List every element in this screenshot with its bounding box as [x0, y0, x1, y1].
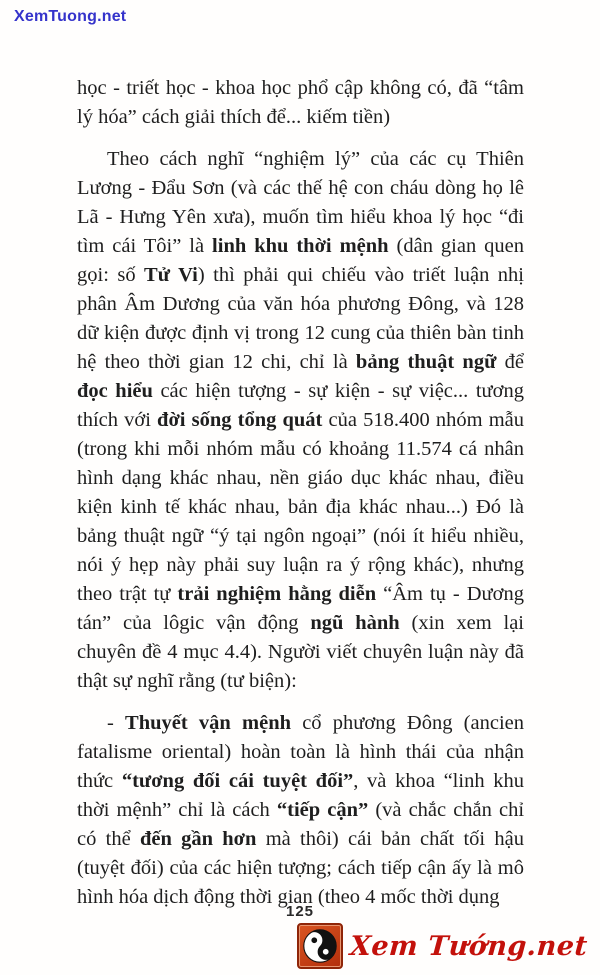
paragraph [77, 145, 524, 696]
text-segment: đọc hiểu [77, 380, 153, 402]
text-segment: mà thôi) cái bản chất tối hậu (tuyệt đối) của các hiện tượng; cách tiếp cận ấy là mô hình hóa dịch động thời gian (theo 4 mốc thời dụng [77, 828, 524, 908]
text-segment: của 518.400 nhóm mẫu (trong khi mỗi nhóm mẫu có khoảng 11.574 cá nhân hình dạng khác nhau, nền giáo dục khác nhau, điều kiện kinh tế khác nhau, bản địa khác nhau...) Đó là bảng thuật ngữ “ý tại ngôn ngoại” (nói ít hiểu nhiều, nói ý hẹp này phải suy luận ra ý rộng khác), nhưng theo trật tự [77, 409, 524, 605]
text-segment: bảng thuật ngữ [355, 351, 497, 373]
text-segment: trải nghiệm hằng diễn [177, 583, 377, 605]
body-text-column [77, 74, 524, 925]
paragraph [77, 709, 524, 912]
text-segment: ) thì phải qui chiếu vào triết luận nhị phân Âm Dương của văn hóa phương Đông, và 128 dữ kiện được định vị trong 12 cung của thiên bàn tinh hệ theo thời gian 12 chi, chỉ là [77, 264, 524, 373]
text-segment: Theo cách nghĩ “nghiệm lý” của các cụ Thiên Lương - Đẩu Sơn (và các thế hệ con cháu dòng họ lê Lã - Hưng Yên xưa), muốn tìm hiểu khoa lý học “đi tìm cái Tôi” là [77, 148, 524, 257]
text-segment: cổ phương Đông (ancien fatalisme oriental) hoàn toàn là hình thái của nhận thức [77, 712, 525, 792]
text-segment: “tiếp cận” [276, 799, 369, 821]
watermark-xemtuong: XemTuong.net [14, 8, 127, 25]
text-segment: “Âm tụ - Dương tán” của lôgic vận động [77, 583, 524, 634]
paragraph [77, 74, 524, 132]
text-segment: học - triết học - khoa học phổ cập không có, đã “tâm lý hóa” cách giải thích để... kiếm tiền) [77, 77, 524, 128]
text-segment: để [496, 351, 524, 373]
text-segment: , và khoa “linh khu thời mệnh” chỉ là cách [77, 770, 524, 821]
text-segment: các hiện tượng - sự kiện - sự việc... tương thích với [77, 380, 524, 431]
text-segment: “tương đối cái tuyệt đối” [121, 770, 354, 792]
text-segment: (dân gian quen gọi: số [77, 235, 524, 286]
page-number: 125 [285, 903, 315, 920]
site-logo [297, 923, 588, 969]
text-segment: Thuyết vận mệnh [125, 712, 291, 734]
site-logo-text: Xem Tướng.net [349, 930, 590, 962]
yin-yang-icon [297, 923, 343, 969]
text-segment: (và chắc chắn chỉ có thể [77, 799, 525, 850]
text-segment: đời sống tổng quát [157, 409, 323, 431]
text-segment: - [107, 712, 126, 734]
text-segment: đến gần hơn [139, 828, 257, 850]
text-segment: linh khu thời mệnh [212, 235, 389, 257]
text-segment: (xin xem lại chuyên đề 4 mục 4.4). Người viết chuyên luận này đã thật sự nghĩ rằng (tư biện): [77, 612, 524, 692]
text-segment: ngũ hành [310, 612, 400, 634]
text-segment: Tử Vi [144, 264, 198, 286]
